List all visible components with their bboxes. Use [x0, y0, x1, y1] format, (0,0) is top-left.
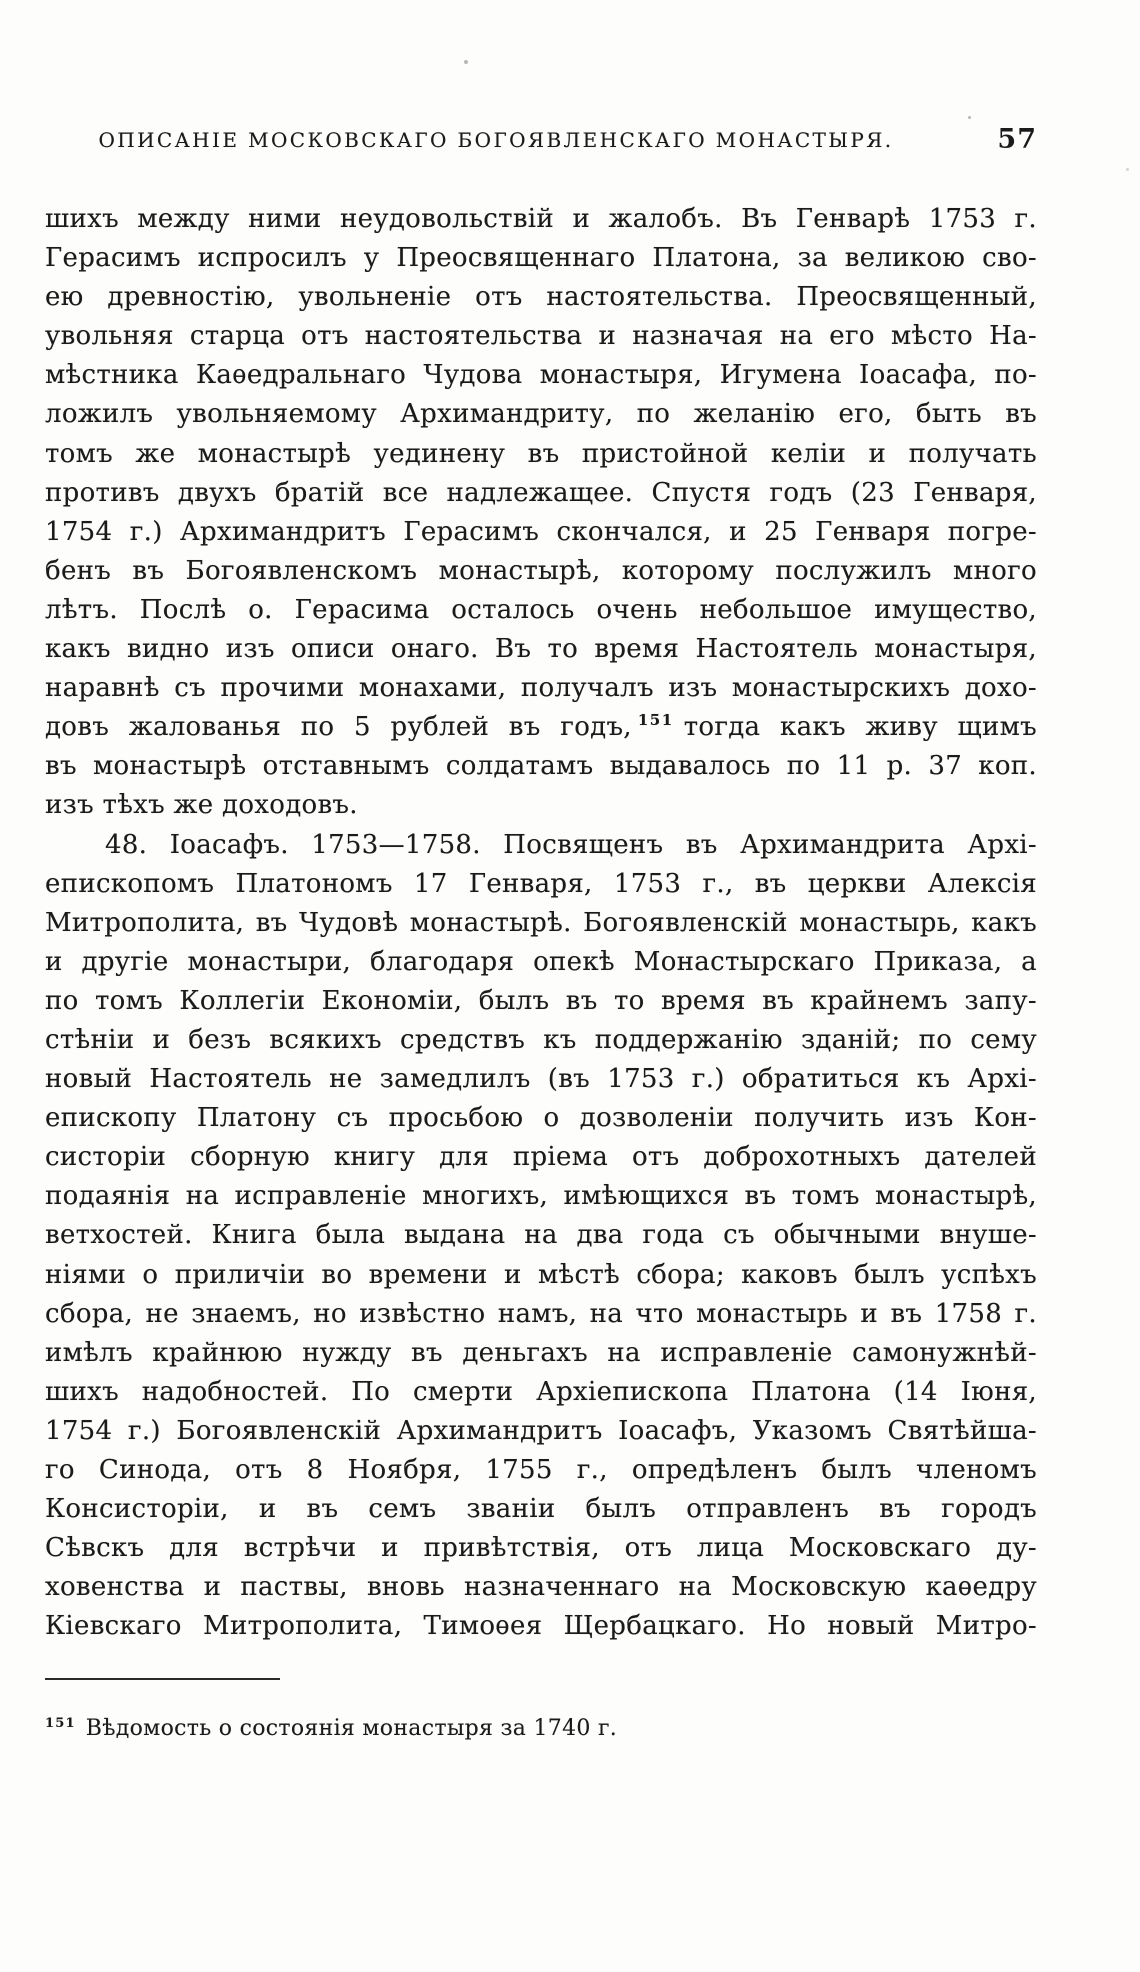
text-line: Герасимъ испросилъ у Преосвященнаго Платона, за великою сво-: [45, 243, 1037, 274]
footnote-marker: 151: [45, 1716, 76, 1731]
footnote-reference: 151: [637, 711, 674, 730]
body-text: [45, 200, 1037, 1646]
text-line: противъ двухъ братій все надлежащее. Спустя годъ (23 Генваря,: [45, 477, 1037, 508]
text-line: ею древностію, увольненіе отъ настоятельства. Преосвященный,: [45, 282, 1037, 313]
text-line: го Синода, отъ 8 Ноября, 1755 г., опредѣленъ былъ членомъ: [45, 1455, 1037, 1485]
text-line: ветхостей. Книга была выдана на два года съ обычными внуше-: [45, 1220, 1037, 1251]
text-line: томъ же монастырѣ уединену въ пристойной келіи и получать: [45, 438, 1037, 469]
text-line: епископу Платону съ просьбою о дозволеніи получить изъ Кон-: [45, 1103, 1037, 1134]
text-line: Митрополита, въ Чудовѣ монастырѣ. Богоявленскій монастырь, какъ: [45, 907, 1037, 938]
footnote-text: Вѣдомость о состоянія монастыря за 1740 г.: [85, 1716, 618, 1741]
text-line: лѣтъ. Послѣ о. Герасима осталось очень небольшое имущество,: [45, 594, 1037, 625]
text-line: подаянія на исправленіе многихъ, имѣющихся въ томъ монастырѣ,: [45, 1181, 1037, 1212]
text-line: Сѣвскъ для встрѣчи и привѣтствія, отъ лица Московскаго ду-: [45, 1533, 1037, 1564]
text-line: систоріи сборную книгу для пріема отъ доброхотныхъ дателей: [45, 1142, 1037, 1173]
text-line: увольняя старца отъ настоятельства и назначая на его мѣсто На-: [45, 321, 1037, 352]
text-line: стѣніи и безъ всякихъ средствъ къ поддержанію зданій; по сему: [45, 1024, 1037, 1055]
text-line: ложилъ увольняемому Архимандриту, по желанію его, быть въ: [45, 399, 1037, 430]
text-line: шихъ надобностей. По смерти Архіепископа Платона (14 Іюня,: [45, 1376, 1037, 1407]
page-number: 57: [997, 124, 1037, 155]
text-line: мѣстника Каѳедральнаго Чудова монастыря, Игумена Іоасафа, по-: [45, 360, 1037, 391]
text-line: шихъ между ними неудовольствій и жалобъ. Въ Генварѣ 1753 г.: [45, 204, 1037, 234]
scan-speck: [1126, 168, 1129, 171]
text-line-paragraph-start: 48. Іоасафъ. 1753—1758. Посвященъ въ Архимандрита Архі-: [105, 829, 1037, 860]
footnote-separator-rule: [45, 1678, 280, 1680]
text-segment: довъ жалованья по 5 рублей въ годъ,: [45, 712, 632, 743]
text-segment: тогда какъ живу щимъ: [683, 712, 1037, 743]
text-line-paragraph-end: изъ тѣхъ же доходовъ.: [45, 790, 358, 821]
text-line: 1754 г.) Богоявленскій Архимандритъ Іоасафъ, Указомъ Святѣйша-: [45, 1415, 1037, 1446]
text-line: имѣлъ крайнюю нужду въ деньгахъ на исправленіе самонужнѣй-: [45, 1337, 1037, 1368]
text-line: наравнѣ съ прочими монахами, получалъ изъ монастырскихъ дохо-: [45, 673, 1037, 704]
text-line: бенъ въ Богоявленскомъ монастырѣ, которому послужилъ много: [45, 555, 1037, 586]
running-header-title: ОПИСАНІЕ МОСКОВСКАГО БОГОЯВЛЕНСКАГО МОНАСТЫРЯ.: [98, 128, 894, 152]
text-line: и другіе монастыри, благодаря опекѣ Монастырскаго Приказа, а: [45, 946, 1037, 977]
text-line: въ монастырѣ отставнымъ солдатамъ выдавалось по 11 р. 37 коп.: [45, 751, 1037, 782]
running-header: [45, 124, 1037, 160]
scan-speck: [968, 116, 971, 119]
footnote: [45, 1716, 1037, 1741]
text-line: по томъ Коллегіи Економіи, былъ въ то время въ крайнемъ запу-: [45, 985, 1037, 1016]
text-line-with-footnote-ref: [45, 708, 1037, 747]
text-line: сбора, не знаемъ, но извѣстно намъ, на что монастырь и въ 1758 г.: [45, 1298, 1037, 1329]
text-line: Консисторіи, и въ семъ званіи былъ отправленъ въ городъ: [45, 1494, 1037, 1525]
text-line: ніями о приличіи во времени и мѣстѣ сбора; каковъ былъ успѣхъ: [45, 1259, 1037, 1290]
scan-speck: [464, 60, 468, 64]
text-line: 1754 г.) Архимандритъ Герасимъ скончался, и 25 Генваря погре-: [45, 516, 1037, 547]
text-line: епископомъ Платономъ 17 Генваря, 1753 г., въ церкви Алексія: [45, 868, 1037, 899]
text-line: ховенства и паствы, вновь назначеннаго на Московскую каѳедру: [45, 1572, 1037, 1603]
text-line: какъ видно изъ описи онаго. Въ то время Настоятель монастыря,: [45, 634, 1037, 665]
text-line: Кіевскаго Митрополита, Тимоѳея Щербацкаго. Но новый Митро-: [45, 1611, 1037, 1642]
text-line: новый Настоятель не замедлилъ (въ 1753 г.) обратиться къ Архі-: [45, 1064, 1037, 1095]
